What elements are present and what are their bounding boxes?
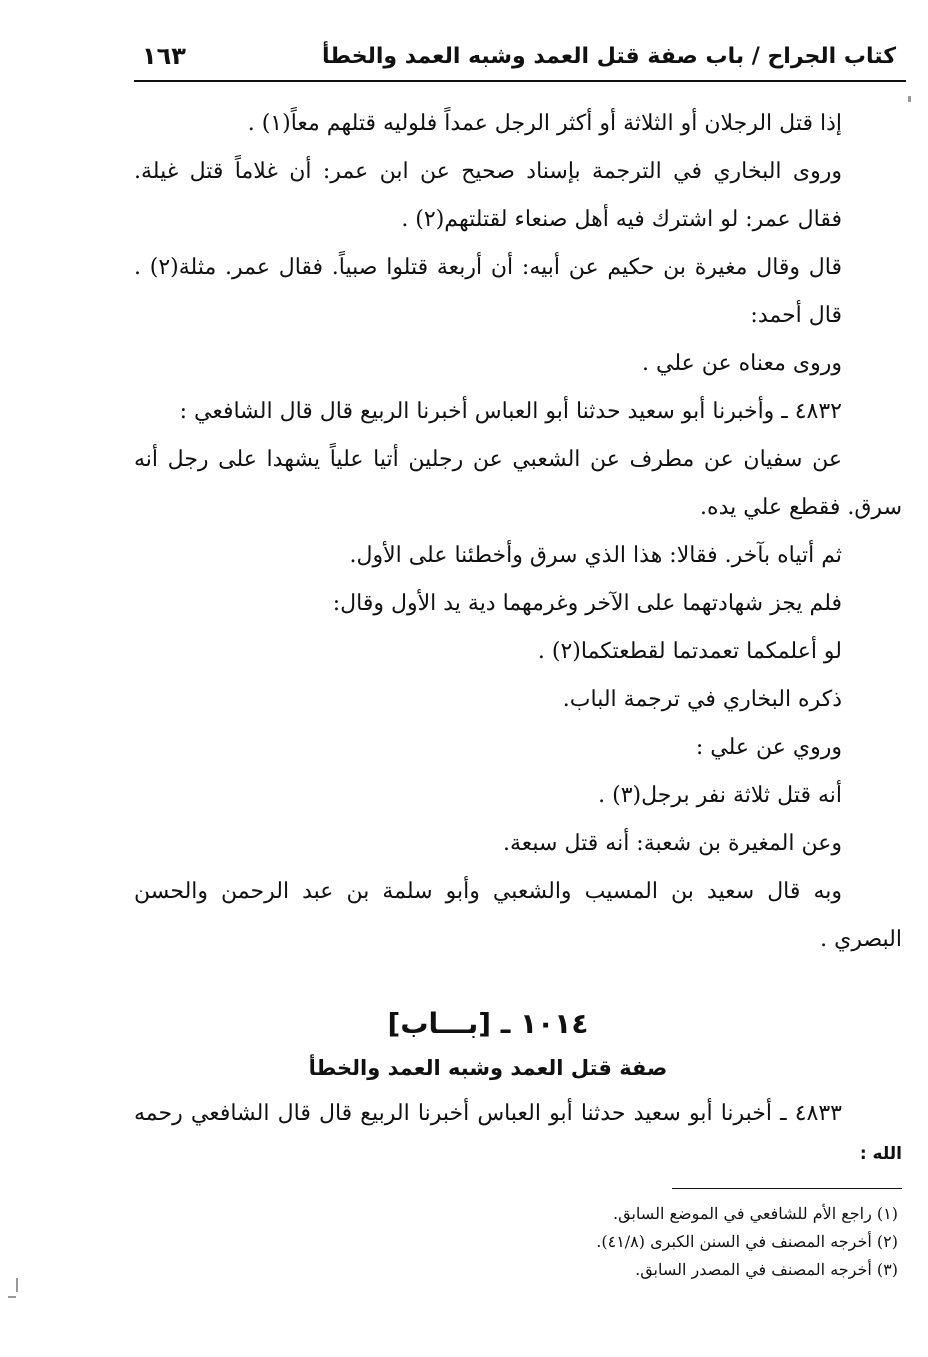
running-title: كتاب الجراح / باب صفة قتل العمد وشبه العمد والخطأ	[322, 44, 896, 69]
footnote: (٢) أخرجه المصنف في السنن الكبرى (٤١/٨).	[596, 1232, 898, 1251]
running-header	[134, 38, 898, 76]
footnote: (٣) أخرجه المصنف في المصدر السابق.	[635, 1260, 898, 1279]
paragraph: وبه قال سعيد بن المسيب والشعبي وأبو سلمة بن عبد الرحمن والحسن	[134, 879, 842, 904]
chapter-title: صفة قتل العمد وشبه العمد والخطأ	[308, 1056, 668, 1080]
scan-artifact	[8, 1296, 16, 1298]
paragraph: وعن المغيرة بن شعبة: أنه قتل سبعة.	[503, 831, 842, 856]
header-rule	[134, 80, 906, 82]
paragraph: فلم يجز شهادتهما على الآخر وغرمهما دية يد الأول وقال:	[332, 591, 842, 616]
paragraph-continuation: البصري .	[820, 927, 902, 952]
paragraph: وروى معناه عن علي .	[642, 351, 842, 376]
chapter-heading	[134, 1000, 842, 1088]
paragraph: قال أحمد:	[750, 303, 842, 328]
paragraph: فقال عمر: لو اشترك فيه أهل صنعاء لقتلتهم(٢) .	[401, 207, 842, 232]
hadith-number-line: ٤٨٣٣ ـ أخبرنا أبو سعيد حدثنا أبو العباس أخبرنا الربيع قال قال الشافعي رحمه	[134, 1101, 842, 1126]
hadith-number-line: ٤٨٣٢ ـ وأخبرنا أبو سعيد حدثنا أبو العباس أخبرنا الربيع قال قال الشافعي :	[179, 399, 842, 424]
page-number: ١٦٣	[142, 42, 186, 70]
paragraph: عن سفيان عن مطرف عن الشعبي عن رجلين أتيا علياً يشهدا على رجل أنه	[134, 447, 842, 472]
paragraph: وروي عن علي :	[695, 735, 842, 760]
paragraph-continuation: الله :	[859, 1144, 902, 1164]
footnote-rule	[672, 1188, 902, 1189]
footnote: (١) راجع الأم للشافعي في الموضع السابق.	[613, 1204, 898, 1223]
scan-artifact	[908, 96, 911, 102]
paragraph: وروى البخاري في الترجمة بإسناد صحيح عن ابن عمر: أن غلاماً قتل غيلة.	[134, 159, 842, 184]
paragraph: ذكره البخاري في ترجمة الباب.	[562, 687, 842, 712]
paragraph-continuation: سرق. فقطع علي يده.	[700, 495, 902, 520]
footnotes	[300, 1200, 898, 1284]
main-text	[134, 100, 902, 964]
paragraph: قال وقال مغيرة بن حكيم عن أبيه: أن أربعة قتلوا صبياً. فقال عمر. مثلة(٢) .	[134, 255, 842, 280]
paragraph: ثم أتياه بآخر. فقالا: هذا الذي سرق وأخطئنا على الأول.	[349, 543, 842, 568]
chapter-number: ١٠١٤ ـ [بـــاب]	[387, 1007, 589, 1040]
scan-artifact	[16, 1278, 18, 1292]
chapter-text	[134, 1092, 902, 1172]
paragraph: أنه قتل ثلاثة نفر برجل(٣) .	[598, 783, 842, 808]
paragraph: لو أعلمكما تعمدتما لقطعتكما(٢) .	[537, 639, 842, 664]
paragraph: إذا قتل الرجلان أو الثلاثة أو أكثر الرجل عمداً فلوليه قتلهم معاً(١) .	[247, 111, 842, 136]
